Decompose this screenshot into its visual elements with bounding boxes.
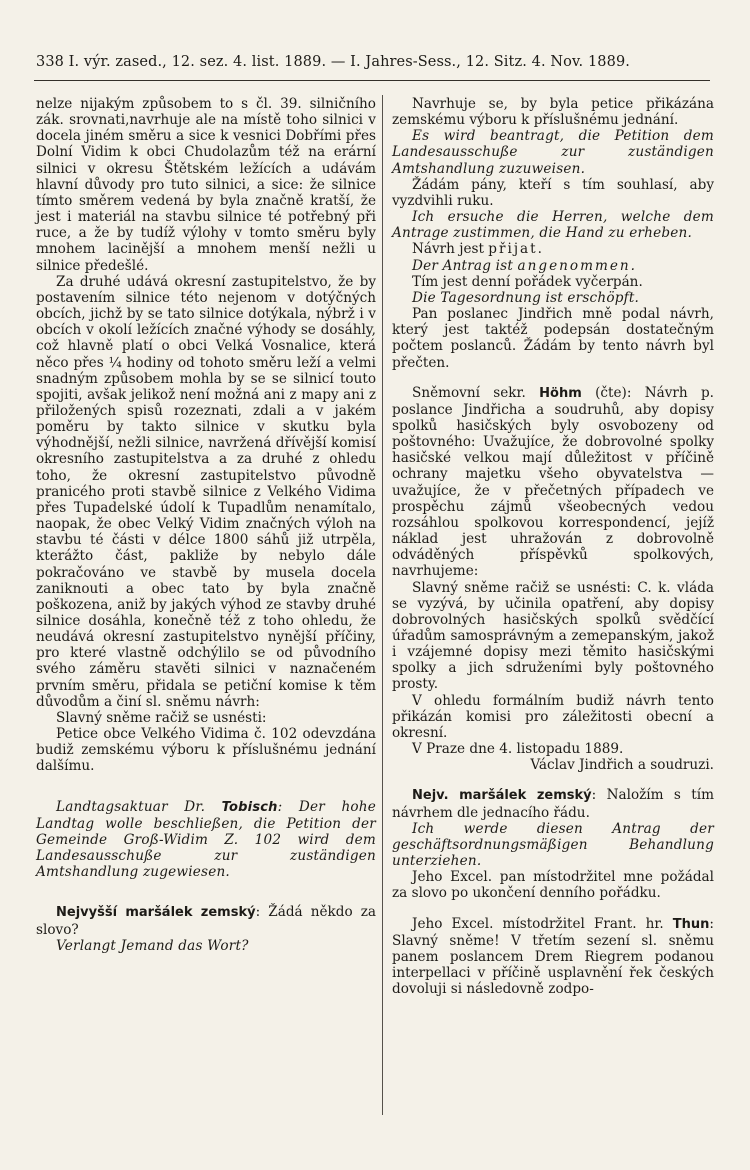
header-rule [34, 80, 710, 81]
speaker-title: Sněmovní sekr. [412, 384, 540, 401]
left-paragraph-2: Za druhé udává okresní zastupitelstvo, že by postavením silnice této nejenom v dotýčných obcích, jichž by se tato silnice dotýkala, nýbrž i v obcích v okolí ležících značné výhody se dosáhly, což hlavně platí o obci Velká Vosnalice, která něco přes ¼ hodiny od tohoto směru leží a velmi snadným způsobem mohla by se se silnicí touto spojiti, avšak jelikož není možná ani z mapy ani z přiložených spisů rozeznati, zdali a v jakém poměru by takto silnice v skutku byla výhodnější, nežli silnice, navržená dřívější komisí okresního zastupitelstva a za druhé z ohledu toho, že okresní zastupitelstvo původně pranicého proti stavbě silnice z Velkého Vidima přes Tupadelské údolí k Tupadlům nenamítalo, naopak, že obec Velký Vidim značných výloh na stavbu té části v délce 1800 sáhů již utrpěla, kterážto část, pakliže by nebylo dále pokračováno ve stavbě by musela docela zaniknouti a obec tato by byla značně poškozena, aniž by jakých výhod ze stavby druhé silnice dosáhla, konečně též z toho ohledu, že neudává okresní zastupitelstvo nynější příčiny, pro které vlastně odchýlilo se od původního svého záměru stavěti silnici v naznačeném prvním směru, přidala se petiční komise k těm důvodům a činí sl. sněmu návrh: [36, 273, 376, 710]
right-paragraph-12: V ohledu formálním budiž návrh tento přikázán komisi pro záležitosti obecní a okresní. [392, 692, 714, 741]
spaced-word: angenommen [517, 257, 631, 274]
right-paragraph-7: Tím jest denní pořádek vyčerpán. [412, 273, 643, 290]
right-paragraph-9: Pan poslanec Jindřich mně podal návrh, který jest taktéž podepsán dostatečným počtem poslanců. Žádám by tento návrh byl přečten. [392, 306, 714, 371]
text-end: . [537, 241, 542, 258]
left-paragraph-6 [36, 904, 376, 937]
speech-text: : Der hohe Landtag wolle beschließen, die Petition der Gemeinde Groß-Widim Z. 102 wird dem Landesausschuße zur zuständigen Amtshandlung zugewiesen. [36, 798, 376, 881]
right-paragraph-8: Die Tagesordnung ist erschöpft. [412, 289, 640, 306]
right-paragraph-18 [392, 916, 714, 998]
spaced-word: přijat [488, 241, 538, 258]
column-divider [382, 95, 383, 1115]
speaker-name: Nejvyšší maršálek zemský [56, 905, 256, 921]
right-paragraph-14: Václav Jindřich a soudruzi. [530, 757, 714, 774]
right-paragraph-6 [392, 258, 714, 274]
right-paragraph-4: Ich ersuche die Herren, welche dem Antrage zustimmen, die Hand zu erheben. [392, 209, 714, 242]
speech-text: : Žádá někdo za slovo? [36, 904, 377, 938]
text-end: . [630, 257, 636, 274]
spacer [36, 775, 376, 799]
right-paragraph-17: Jeho Excel. pan místodržitel mne požádal za slovo po ukončení denního pořádku. [392, 869, 714, 902]
speaker-title: Landtagsaktuar Dr. [56, 798, 222, 815]
page-header: 338 I. výr. zased., 12. sez. 4. list. 1889. — I. Jahres-Sess., 12. Sitz. 4. Nov. 1889. [36, 54, 630, 70]
spacer [392, 902, 714, 916]
left-paragraph-3: Slavný sněme račiž se usnésti: [56, 709, 267, 726]
text-lead: Návrh jest [412, 241, 489, 258]
right-paragraph-2: Es wird beantragt, die Petition dem Landesausschuße zur zuständigen Amtshandlung zuzuweisen. [392, 128, 714, 177]
right-paragraph-5 [392, 241, 714, 257]
right-paragraph-1: Navrhuje se, by byla petice přikázána zemskému výboru k příslušnému jednání. [392, 96, 714, 129]
left-paragraph-5 [36, 799, 376, 881]
speech-text: : Naložím s tím návrhem dle jednacího řádu. [392, 787, 714, 821]
speaker-name: Höhm [539, 385, 582, 401]
right-column [392, 96, 714, 997]
speaker-name: Thun [672, 916, 710, 932]
right-paragraph-15 [392, 787, 714, 820]
speaker-name: Nejv. maršálek zemský [412, 788, 592, 804]
left-paragraph-7: Verlangt Jemand das Wort? [56, 937, 249, 954]
right-paragraph-16: Ich werde diesen Antrag der geschäftsordnungsmäßigen Behandlung unterziehen. [392, 820, 714, 870]
left-column [36, 96, 376, 954]
right-paragraph-13: V Praze dne 4. listopadu 1889. [412, 741, 624, 758]
left-paragraph-1: nelze nijakým způsobem to s čl. 39. silničního zák. srovnati,navrhuje ale na místě toho silnici v docela jiném směru a sice k vesnici Dobřími přes Dolní Vidim k obci Chudolazům též na erární silnici v okresu Štětském ležících a udávám hlavní důvody pro tuto silnici, a sice: že silnice tímto směrem vedená by byla značně kratší, že jest i materiál na stavbu silnice té potřebný při ruce, a že by tudíž výlohy v tomto směru byly mnohem lacinější a mnohem menší nežli u silnice předešlé. [36, 96, 376, 274]
speech-text: : Slavný sněme! V třetím sezení sl. sněmu panem poslancem Drem Riegrem podanou interpellaci v příčině usplavnění řek českých dovoluji si následovně zodpo- [392, 915, 714, 998]
left-paragraph-4: Petice obce Velkého Vidima č. 102 odevzdána budiž zemskému výboru k příslušnému jednání dalšímu. [36, 726, 376, 775]
right-paragraph-10 [392, 385, 714, 580]
spacer [392, 773, 714, 787]
right-paragraph-11: Slavný sněme račiž se usnésti: C. k. vláda se vyzývá, by učinila opatření, aby dopisy dobrovolných hasičských spolků svědčící úřadům samosprávným a zemepanským, jakož i vzájemné dopisy mezi těmito hasičskými spolky a jich sdruženími byly poštovného prosty. [392, 579, 714, 693]
speaker-name: Tobisch [221, 799, 278, 815]
spacer [392, 371, 714, 385]
speech-text: (čte): Návrh p. poslance Jindřicha a soudruhů, aby dopisy spolků hasičských byly osvobozeny od poštovného: Uvažujíce, že dobrovolné spolky hasičské velkou mají důležitost v příčině ochrany majetku všeho obyvatelstva — uvažujíce, že v přečetných případech ve prospěchu zájmů všeobecných vedou rozsáhlou spolkovou korrespondencí, jejíž náklad jest uhražován z dobrovolně odváděných příspěvků spolkových, navrhujeme: [392, 384, 714, 580]
spacer [36, 880, 376, 904]
speaker-title: Jeho Excel. místodržitel Frant. hr. [412, 915, 673, 932]
right-paragraph-3: Žádám pány, kteří s tím souhlasí, aby vyzdvihli ruku. [392, 176, 714, 209]
text-lead: Der Antrag ist [412, 257, 518, 274]
